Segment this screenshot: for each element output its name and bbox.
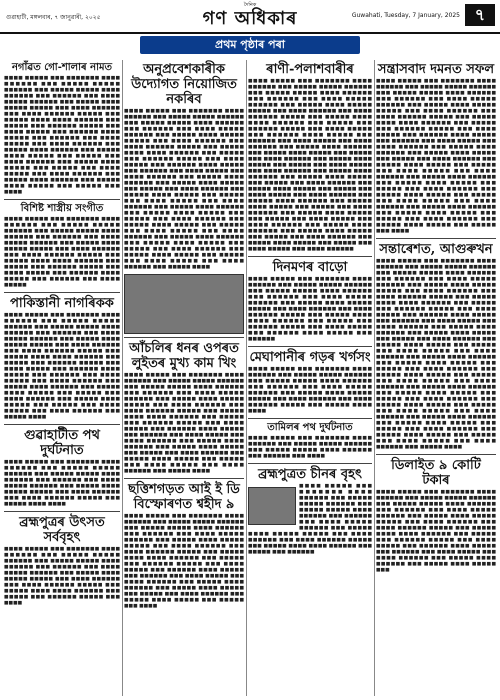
divider bbox=[376, 238, 496, 239]
headline: ৰাণী-পলাশবাৰীৰ bbox=[266, 62, 354, 77]
divider bbox=[124, 337, 244, 338]
divider bbox=[4, 199, 120, 200]
headline: অনুপ্ৰবেশকাৰীক উদ্যোগত নিয়োজিত নকৰিব bbox=[131, 62, 237, 107]
headline: আঁচলিৰ ধনৰ ওপৰত লুইতৰ মুখ্য কাম খিং bbox=[129, 341, 239, 371]
divider bbox=[248, 346, 372, 347]
page-number: ৭ bbox=[465, 4, 495, 26]
headline: ডিলাইত ৯ কোটি টকাৰ bbox=[391, 458, 481, 488]
headline: গুৱাহাটীত পথ দুৰ্ঘটনাত bbox=[24, 428, 100, 458]
page-header bbox=[0, 0, 500, 34]
article-body: ■■■■ ■■■■■ ■■■ ■■■■■■■ ■■■■ ■■■■■■ ■■■ ■■■■■ ■■■■■ ■■■■■■ ■■■ ■■■■■ ■■■■■ ■■■■ ■■■■■■ ■■■ ■■■■■■ ■■■ ■■■■ ■■■■■ ■■■■■■ ■■■ ■■■■■ ■■■■ ■■■■■ ■■■■■ ■■■ ■■■■ ■■■■■■ ■■■ ■■■■ ■■■■■■ ■■■■■ ■■■ ■■■■■ ■■■■ ■■■■ ■■■■■■ ■■■ ■■■■■ ■■■ ■■■■■■ ■■■■■ ■■■ ■■■■ ■■■■■ ■■■ ■■■■■■ ■■■■ ■■■■■ ■■■ ■■■■■■ ■■■ ■■■■ ■■■■■ ■■■ ■■■■ ■■■■■■ ■■■ ■■■■■ ■■■■ ■■■■■■ ■■■ ■■■■■ ■■■■ ■■■■■ ■■■ ■■■■■ ■■■ ■■■■ ■■■■■■ ■■■ ■■■■■ ■■■■ ■■■■■ ■■■ ■■■■■ ■■■ ■■■■ ■■■■■ ■■■ ■■■■ ■■■■■■ ■■■ ■■■■■ ■■■■ ■■■■■■ ■■■ ■■■■■ ■■■■ ■■■■■ ■■■ ■■■■■ ■■■ ■■■■ ■■■■■■ ■■■ ■■■■■ ■■■■ ■■■■■ ■■■ ■■■■■ ■■■ ■■■■ ■■■■■ ■■■ ■■■■ ■■■■■■ ■■■ ■■■■■ ■■■■ ■■■■■■ ■■■ ■■■■■ ■■■■ ■■■■■ ■■■ ■■■■■ ■■■ ■■■■ ■■■■■■ ■■■ ■■■■■ ■■■■ ■■■■■ ■■■ ■■■■■ ■■■ ■■■■ ■■■■■ ■■■ ■■■■ ■■■■■■ ■■■ ■■■■■ ■■■■ ■■■■■■ ■■■ ■■■■■ ■■■■ ■■■■■ ■■■ ■■■■■ ■■■ ■■■■ ■■■■■■ ■■■ ■■■■■ ■■■■ ■■■■■ ■■■ ■■■■■ ■■■ ■■■■ ■■■■■ ■■■ ■■■■ ■■■■■■ ■■■ ■■■■■ ■■■■ bbox=[376, 259, 496, 450]
article-body: ■■■■ ■■■■■ ■■■ ■■■■■■■ ■■■■ ■■■■■■ ■■■ ■■■■■ ■■■■■ ■■■■■■ ■■■ ■■■■■ ■■■■■ ■■■■ ■■■■■■ ■■■ ■■■■■■ ■■■ ■■■■ bbox=[248, 436, 372, 459]
header-date-english: Guwahati, Tuesday, 7 January, 2025 bbox=[351, 12, 460, 19]
divider bbox=[376, 454, 496, 455]
article-body: ■■■■ ■■■■■ ■■■ ■■■■■■■ ■■■■ ■■■■■■ ■■■ ■■■■■ ■■■■■ ■■■■■■ ■■■ ■■■■■ ■■■■■ ■■■■ ■■■■■■ ■■■ ■■■■■■ ■■■ ■■■■ ■■■■■ ■■■■■■ ■■■ ■■■■■ ■■■■ ■■■■■ ■■■■■ ■■■ ■■■■ ■■■■■■ ■■■ ■■■■ ■■■■■■ ■■■■■ ■■■ ■■■■■ ■■■■ ■■■■ ■■■■■■ ■■■ ■■■■■ ■■■ ■■■■■■ ■■■■■ ■■■ ■■■■ ■■■■■ ■■■ ■■■■■■ ■■■■ ■■■■■ ■■■ ■■■■■■ ■■■ ■■■■ ■■■■■ ■■■ ■■■■ ■■■■■■ ■■■ ■■■■■ ■■■■ ■■■■■■ ■■■ ■■■■■ ■■■■ ■■■■■ ■■■ ■■■■■ ■■■ ■■■■ ■■■■■■ ■■■ ■■■■■ ■■■■ ■■■■■ ■■■ ■■■■■ ■■■ ■■■■ ■■■■■ ■■■ ■■■■ ■■■■■■ ■■■ ■■■■■ ■■■■ ■■■■■■ ■■■ ■■■■■ ■■■■ ■■■■■ ■■■ ■■■■■ ■■■ ■■■■ ■■■■■■ ■■■ ■■■■■ ■■■■ ■■■■■ ■■■ ■■■■■ ■■■ ■■■■ ■■■■■ ■■■ ■■■■ ■■■■■■ ■■■ ■■■■■ ■■■■ ■■■■■■ ■■■ ■■■■■ ■■■■ ■■■■■ ■■■ ■■■■■ ■■■ ■■■■ ■■■■■■ ■■■ ■■■■■ ■■■■ ■■■■■ ■■■ ■■■■■ ■■■ ■■■■ ■■■■■ ■■■ ■■■■ ■■■■■■ ■■■ ■■■■■ ■■■■ ■■■■■■ ■■■ ■■■■■ ■■■■ ■■■■■ ■■■ ■■■■■ ■■■ ■■■■ ■■■■■■ ■■■ ■■■■■ ■■■■ ■■■■■ ■■■ ■■■■■ ■■■ ■■■■ ■■■■■ ■■■ ■■■■ ■■■■■■ bbox=[248, 79, 372, 252]
article-body: ■■■■ ■■■■■ ■■■ ■■■■■■■ ■■■■ ■■■■■■ ■■■ ■■■■■ ■■■■■ ■■■■■■ ■■■ ■■■■■ ■■■■■ ■■■■ ■■■■■■ ■■■ ■■■■■■ ■■■ ■■■■ ■■■■■ ■■■■■■ ■■■ ■■■■■ ■■■■ ■■■■■ ■■■■■ ■■■ ■■■■ ■■■■■■ ■■■ ■■■■ ■■■■■■ ■■■■■ ■■■ ■■■■■ ■■■■ ■■■■ ■■■■■■ ■■■ ■■■■■ ■■■ ■■■■■■ ■■■■■ ■■■ ■■■■ ■■■■■ ■■■ ■■■■■■ ■■■■ ■■■■■ ■■■ ■■■■■■ bbox=[248, 277, 372, 342]
headline: তামিলৰ পথ দুৰ্ঘটনাত bbox=[267, 422, 353, 433]
article-body: ■■■■ ■■■■■ ■■■ ■■■■■■■ ■■■■ ■■■■■■ ■■■ ■■■■■ ■■■■■ ■■■■■■ ■■■ ■■■■■ ■■■■■ ■■■■ ■■■■■■ ■■■ ■■■■■■ ■■■ ■■■■ ■■■■■ ■■■■■■ ■■■ ■■■■■ ■■■■ ■■■■■ ■■■■■ ■■■ ■■■■ ■■■■■■ ■■■ ■■■■ ■■■■■■ ■■■■■ ■■■ ■■■■■ ■■■■ ■■■■ ■■■■■■ ■■■ ■■■■■ ■■■ ■■■■■■ ■■■■■ ■■■ ■■■■ ■■■■■ ■■■ ■■■■■■ ■■■■ ■■■■■ ■■■ ■■■■■■ ■■■ ■■■■ ■■■■■ ■■■ ■■■■ ■■■■■■ ■■■ ■■■■■ ■■■■ ■■■■■■ ■■■ ■■■■■ ■■■■ ■■■■■ ■■■ ■■■■■ ■■■ ■■■■ ■■■■■■ ■■■ ■■■■■ ■■■■ ■■■■■ ■■■ ■■■■■ ■■■ ■■■■ ■■■■■ ■■■ ■■■■ ■■■■■■ ■■■ ■■■■■ ■■■■ ■■■■■■ ■■■ ■■■■■ ■■■■ ■■■■■ ■■■ ■■■■■ ■■■ ■■■■ bbox=[4, 76, 120, 195]
headline: ব্ৰহ্মপুত্ৰত চীনৰ বৃহৎ bbox=[258, 467, 362, 482]
column-1 bbox=[4, 60, 120, 696]
article-body: ■■■■ ■■■■■ ■■■ ■■■■■■■ ■■■■ ■■■■■■ ■■■ ■■■■■ ■■■■■ ■■■■■■ ■■■ ■■■■■ ■■■■■ ■■■■ ■■■■■■ ■■■ ■■■■■■ ■■■ ■■■■ ■■■■■ ■■■■■■ ■■■ ■■■■■ ■■■■ ■■■■■ ■■■■■ ■■■ ■■■■ ■■■■■■ ■■■ ■■■■ ■■■■■■ ■■■■■ ■■■ ■■■■■ ■■■■ ■■■■ ■■■■■■ ■■■ ■■■■■ ■■■ ■■■■■■ ■■■■■ ■■■ ■■■■ ■■■■■ ■■■ ■■■■■■ ■■■■ ■■■■■ ■■■ ■■■■■■ ■■■ ■■■■ ■■■■■ ■■■ ■■■■ ■■■■■■ ■■■ ■■■■■ ■■■■ ■■■■■■ ■■■ ■■■■■ ■■■■ ■■■■■ ■■■ bbox=[376, 490, 496, 573]
article-body: ■■■■ ■■■■■ ■■■ ■■■■■■■ ■■■■ ■■■■■■ ■■■ ■■■■■ ■■■■■ ■■■■■■ ■■■ ■■■■■ ■■■■■ ■■■■ ■■■■■■ ■■■ ■■■■■■ ■■■ ■■■■ ■■■■■ ■■■■■■ ■■■ ■■■■■ ■■■■ ■■■■■ ■■■■■ ■■■ ■■■■ ■■■■■■ ■■■ ■■■■ ■■■■■■ ■■■■■ ■■■ ■■■■■ ■■■■ ■■■■ ■■■■■■ ■■■ ■■■■■ ■■■ ■■■■■■ ■■■■■ ■■■ ■■■■ ■■■■■ ■■■ ■■■■■■ ■■■■ ■■■■■ ■■■ ■■■■■■ ■■■ ■■■■ ■■■■■ ■■■ ■■■■ ■■■■■■ ■■■ ■■■■■ ■■■■ ■■■■■■ ■■■ ■■■■■ ■■■■ ■■■■■ ■■■ ■■■■■ ■■■ ■■■■ ■■■■■■ ■■■ ■■■■■ ■■■■ ■■■■■ ■■■ ■■■■■ ■■■ ■■■■ ■■■■■ ■■■ ■■■■ ■■■■■■ ■■■ ■■■■■ ■■■■ ■■■■■■ ■■■ ■■■■■ ■■■■ ■■■■■ ■■■ ■■■■■ ■■■ ■■■■ ■■■■■■ ■■■ ■■■■■ ■■■■ ■■■■■ ■■■ ■■■■■ ■■■ ■■■■ ■■■■■ ■■■ ■■■■ ■■■■■■ ■■■ ■■■■■ ■■■■ ■■■■■■ ■■■ ■■■■■ ■■■■ ■■■■■ ■■■ ■■■■■ ■■■ ■■■■ ■■■■■■ ■■■ ■■■■■ ■■■■ ■■■■■ ■■■ ■■■■■ ■■■ ■■■■ bbox=[376, 79, 496, 234]
header-date-assamese: গুৱাহাটী, মঙ্গলবাৰ, ৭ জানুৱাৰী, ২০২৫ bbox=[6, 14, 101, 21]
headline: সন্ত্ৰাসবাদ দমনত সফল bbox=[377, 62, 495, 77]
article-body: ■■■■ ■■■■■ ■■■ ■■■■■■■ ■■■■ ■■■■■■ ■■■ ■■■■■ ■■■■■ ■■■■■■ ■■■ ■■■■■ ■■■■■ ■■■■ ■■■■■■ ■■■ ■■■■■■ ■■■ ■■■■ ■■■■■ ■■■■■■ ■■■ ■■■■■ ■■■■ ■■■■■ ■■■■■ ■■■ ■■■■ ■■■■■■ ■■■ ■■■■ ■■■■■■ ■■■■■ ■■■ ■■■■■ ■■■■ ■■■■ ■■■■■■ ■■■ ■■■■■ ■■■ ■■■■■■ ■■■■■ ■■■ ■■■■ ■■■■■ ■■■ ■■■■■■ ■■■■ ■■■■■ ■■■ ■■■■■■ ■■■ ■■■■ ■■■■■ bbox=[4, 217, 120, 288]
column-2 bbox=[124, 60, 244, 696]
divider bbox=[124, 478, 244, 479]
column-4 bbox=[376, 60, 496, 696]
headline: সন্তাৰেশত, আগুৰুখন bbox=[379, 242, 493, 257]
column-divider bbox=[374, 60, 375, 696]
divider bbox=[4, 292, 120, 293]
article-body: ■■■■ ■■■■■ ■■■ ■■■■■■■ ■■■■ ■■■■■■ ■■■ ■■■■■ ■■■■■ ■■■■■■ ■■■ ■■■■■ ■■■■■ ■■■■ ■■■■■■ ■■■ ■■■■■■ ■■■ ■■■■ ■■■■■ ■■■■■■ ■■■ ■■■■■ ■■■■ ■■■■■ ■■■■■ ■■■ ■■■■ ■■■■■■ ■■■ ■■■■ ■■■■■■ ■■■■■ ■■■ ■■■■■ ■■■■ ■■■■ ■■■■■■ ■■■ ■■■■■ ■■■ ■■■■■■ ■■■■■ ■■■ ■■■■ ■■■■■ ■■■ ■■■■■■ ■■■■ ■■■■■ ■■■ ■■■■■■ ■■■ ■■■■ ■■■■■ ■■■ ■■■■ ■■■■■■ ■■■ ■■■■■ ■■■■ ■■■■■■ ■■■ ■■■■■ ■■■■ ■■■■■ ■■■ ■■■■■ ■■■ ■■■■ ■■■■■■ ■■■ ■■■■■ ■■■■ ■■■■■ ■■■ ■■■■■ ■■■ ■■■■ ■■■■■ ■■■ ■■■■ ■■■■■■ ■■■ ■■■■■ ■■■■ bbox=[4, 313, 120, 420]
article-body: ■■■■ ■■■■■ ■■■ ■■■■■■■ ■■■■ ■■■■■■ ■■■ ■■■■■ ■■■■■ ■■■■■■ ■■■ ■■■■■ ■■■■■ ■■■■ ■■■■■■ ■■■ ■■■■■■ ■■■ ■■■■ ■■■■■ ■■■■■■ ■■■ ■■■■■ ■■■■ ■■■■■ ■■■■■ ■■■ ■■■■ ■■■■■■ ■■■ ■■■■ ■■■■■■ ■■■■■ ■■■ ■■■■■ ■■■■ ■■■■ ■■■■■■ ■■■ ■■■■■ ■■■ ■■■■■■ ■■■■■ ■■■ ■■■■ bbox=[4, 547, 120, 606]
column-divider bbox=[246, 60, 247, 696]
headline: ছত্তিশগড়ত আই ই ডি বিস্ফোৰণত শ্বহীদ ৯ bbox=[128, 482, 240, 512]
divider bbox=[248, 256, 372, 257]
divider bbox=[248, 418, 372, 419]
news-photo bbox=[248, 487, 296, 525]
column-3 bbox=[248, 60, 372, 696]
masthead bbox=[150, 2, 350, 28]
headline: দিনমণৰ বাড়ো bbox=[272, 260, 348, 275]
divider bbox=[4, 424, 120, 425]
divider bbox=[4, 511, 120, 512]
headline: নগাঁৱত গো-শালাৰ নামত bbox=[11, 62, 113, 73]
article-body: ■■■■ ■■■■■ ■■■ ■■■■■■■ ■■■■ ■■■■■■ ■■■ ■■■■■ ■■■■■ ■■■■■■ ■■■ ■■■■■ ■■■■■ ■■■■ ■■■■■■ ■■■ ■■■■■■ ■■■ ■■■■ ■■■■■ ■■■■■■ ■■■ ■■■■■ ■■■■ ■■■■■ ■■■■■ ■■■ ■■■■ ■■■■■■ ■■■ ■■■■ ■■■■■■ ■■■■■ ■■■ ■■■■■ ■■■■ ■■■■ bbox=[4, 460, 120, 507]
headline: বিশিষ্ট শাস্ত্ৰীয় সংগীত bbox=[20, 203, 104, 214]
masthead-subtitle: দৈনিক bbox=[243, 2, 257, 8]
divider bbox=[248, 463, 372, 464]
headline: মেঘাপানীৰ গড়ৰ খৰ্গসং bbox=[249, 350, 371, 365]
headline: পাকিস্তানী নাগৰিকক bbox=[10, 296, 114, 311]
article-body: ■■■■ ■■■■■ ■■■ ■■■■■■■ ■■■■ ■■■■■■ ■■■ ■■■■■ ■■■■■ ■■■■■■ ■■■ ■■■■■ ■■■■■ ■■■■ ■■■■■■ ■■■ ■■■■■■ ■■■ ■■■■ ■■■■■ ■■■■■■ ■■■ ■■■■■ ■■■■ ■■■■■ ■■■■■ ■■■ ■■■■ ■■■■■■ ■■■ ■■■■ ■■■■■■ ■■■■■ ■■■ ■■■■■ ■■■■ ■■■■ bbox=[248, 367, 372, 414]
article-body: ■■■■ ■■■■■ ■■■ ■■■■■■■ ■■■■ ■■■■■■ ■■■ ■■■■■ ■■■■■ ■■■■■■ ■■■ ■■■■■ ■■■■■ ■■■■ ■■■■■■ ■■■ ■■■■■■ ■■■ ■■■■ ■■■■■ ■■■■■■ ■■■ ■■■■■ ■■■■ ■■■■■ ■■■■■ ■■■ ■■■■ ■■■■■■ ■■■ ■■■■ ■■■■■■ ■■■■■ ■■■ ■■■■■ ■■■■ ■■■■ ■■■■■■ ■■■ ■■■■■ ■■■ ■■■■■■ ■■■■■ ■■■ ■■■■ ■■■■■ ■■■ ■■■■■■ ■■■■ ■■■■■ ■■■ ■■■■■■ ■■■ ■■■■ ■■■■■ ■■■ ■■■■ ■■■■■■ ■■■ ■■■■■ ■■■■ ■■■■■■ ■■■ ■■■■■ ■■■■ ■■■■■ ■■■ ■■■■■ ■■■ ■■■■ ■■■■■■ ■■■ ■■■■■ ■■■■ ■■■■■ ■■■ ■■■■■ ■■■ ■■■■ ■■■■■ ■■■ ■■■■ ■■■■■■ ■■■ ■■■■■ ■■■■ bbox=[124, 373, 244, 474]
masthead-title: গণ অধিকাৰ bbox=[202, 8, 298, 29]
section-banner: প্ৰথম পৃষ্ঠাৰ পৰা bbox=[140, 36, 360, 54]
column-divider bbox=[122, 60, 123, 696]
article-body: ■■■■ ■■■■■ ■■■ ■■■■■■■ ■■■■ ■■■■■■ ■■■ ■■■■■ ■■■■■ ■■■■■■ ■■■ ■■■■■ ■■■■■ ■■■■ ■■■■■■ ■■■ ■■■■■■ ■■■ ■■■■ ■■■■■ ■■■■■■ ■■■ ■■■■■ ■■■■ ■■■■■ ■■■■■ ■■■ ■■■■ ■■■■■■ ■■■ ■■■■ ■■■■■■ ■■■■■ ■■■ ■■■■■ ■■■■ ■■■■ ■■■■■■ ■■■ ■■■■■ ■■■ ■■■■■■ ■■■■■ ■■■ ■■■■ ■■■■■ ■■■ ■■■■■■ ■■■■ ■■■■■ ■■■ ■■■■■■ ■■■ ■■■■ ■■■■■ ■■■ ■■■■ ■■■■■■ ■■■ ■■■■■ ■■■■ ■■■■■■ ■■■ ■■■■■ ■■■■ ■■■■■ ■■■ ■■■■■ ■■■ ■■■■ ■■■■■■ ■■■ ■■■■■ ■■■■ ■■■■■ ■■■ ■■■■■ ■■■ ■■■■ bbox=[124, 514, 244, 609]
news-photo bbox=[124, 274, 244, 334]
article-body: ■■■■ ■■■■■ ■■■ ■■■■■■■ ■■■■ ■■■■■■ ■■■ ■■■■■ ■■■■■ ■■■■■■ ■■■ ■■■■■ ■■■■■ ■■■■ ■■■■■■ ■■■ ■■■■■■ ■■■ ■■■■ ■■■■■ ■■■■■■ ■■■ ■■■■■ ■■■■ ■■■■■ ■■■■■ ■■■ ■■■■ ■■■■■■ ■■■ ■■■■ ■■■■■■ ■■■■■ ■■■ ■■■■■ ■■■■ ■■■■ ■■■■■■ ■■■ ■■■■■ ■■■ ■■■■■■ bbox=[248, 484, 372, 555]
headline: ব্ৰহ্মপুত্ৰৰ উৎসত সৰ্ববৃহৎ bbox=[19, 515, 105, 545]
article-body: ■■■■ ■■■■■ ■■■ ■■■■■■■ ■■■■ ■■■■■■ ■■■ ■■■■■ ■■■■■ ■■■■■■ ■■■ ■■■■■ ■■■■■ ■■■■ ■■■■■■ ■■■ ■■■■■■ ■■■ ■■■■ ■■■■■ ■■■■■■ ■■■ ■■■■■ ■■■■ ■■■■■ ■■■■■ ■■■ ■■■■ ■■■■■■ ■■■ ■■■■ ■■■■■■ ■■■■■ ■■■ ■■■■■ ■■■■ ■■■■ ■■■■■■ ■■■ ■■■■■ ■■■ ■■■■■■ ■■■■■ ■■■ ■■■■ ■■■■■ ■■■ ■■■■■■ ■■■■ ■■■■■ ■■■ ■■■■■■ ■■■ ■■■■ ■■■■■ ■■■ ■■■■ ■■■■■■ ■■■ ■■■■■ ■■■■ ■■■■■■ ■■■ ■■■■■ ■■■■ ■■■■■ ■■■ ■■■■■ ■■■ ■■■■ ■■■■■■ ■■■ ■■■■■ ■■■■ ■■■■■ ■■■ ■■■■■ ■■■ ■■■■ ■■■■■ ■■■ ■■■■ ■■■■■■ ■■■ ■■■■■ ■■■■ ■■■■■■ ■■■ ■■■■■ ■■■■ ■■■■■ ■■■ ■■■■■ ■■■ ■■■■ ■■■■■■ ■■■ ■■■■■ ■■■■ ■■■■■ ■■■ ■■■■■ ■■■ ■■■■ ■■■■■ ■■■ ■■■■ ■■■■■■ ■■■ ■■■■■ ■■■■ ■■■■■■ ■■■ ■■■■■ ■■■■ ■■■■■ ■■■ ■■■■■ ■■■ ■■■■ ■■■■■■ ■■■ ■■■■■ ■■■■ ■■■■■ ■■■ ■■■■■ ■■■ ■■■■ ■■■■■ ■■■ ■■■■ ■■■■■■ ■■■ ■■■■■ ■■■■ bbox=[124, 109, 244, 270]
